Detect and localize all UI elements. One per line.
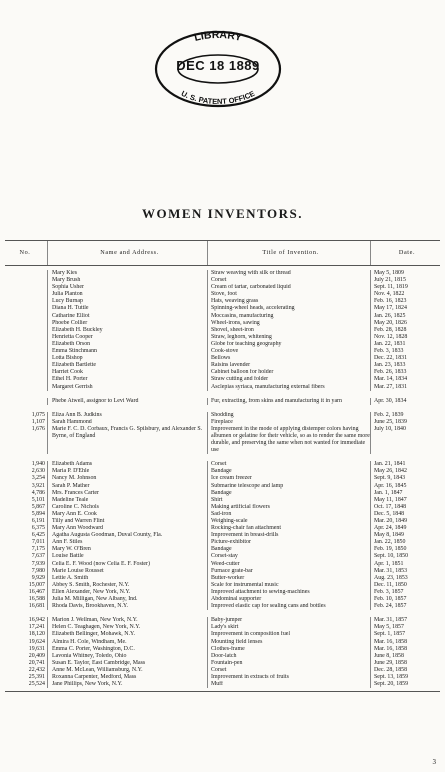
- row-name: Henrietta Cooper: [47, 334, 207, 341]
- row-invention: Butter-worker: [207, 575, 370, 582]
- row-name: Sarah P. Mather: [47, 483, 207, 490]
- row-number: [5, 376, 47, 383]
- row-number: [5, 398, 47, 405]
- row-invention: Fireplace: [207, 419, 370, 426]
- table-row: [5, 483, 440, 490]
- row-number: [5, 270, 47, 277]
- row-number: 5,894: [31, 510, 45, 517]
- row-date: Sept. 9, 1843: [370, 475, 440, 482]
- row-name: Ann F. Stiles: [47, 539, 207, 546]
- row-date: Sept. 11, 1819: [370, 284, 440, 291]
- row-name: Celia E. F. Wood (now Celia E. F. Foster): [47, 561, 207, 568]
- row-date: June 8, 1858: [370, 653, 440, 660]
- row-name: Sophia Usher: [47, 284, 207, 291]
- row-number: 16,942: [28, 617, 45, 624]
- row-name: Mrs. Frances Carter: [47, 490, 207, 497]
- row-number: 2,630: [31, 468, 45, 475]
- table-row: [5, 660, 440, 667]
- row-number: 5,867: [31, 503, 45, 510]
- header-date: Date.: [370, 241, 440, 265]
- library-stamp: [152, 28, 284, 110]
- table-row: [5, 532, 440, 539]
- table-row: [5, 596, 440, 603]
- row-invention: Wheel-irons, sawing: [207, 320, 370, 327]
- table-row: [5, 376, 440, 383]
- row-number: 7,637: [31, 553, 45, 560]
- row-date: May 8, 1849: [370, 532, 440, 539]
- table-row: [5, 518, 440, 525]
- row-number: 18,120: [28, 631, 45, 638]
- row-name: Anne M. McLean, Williamsburg, N.Y.: [47, 667, 207, 674]
- row-date: Feb. 19, 1850: [370, 546, 440, 553]
- table-row: [5, 667, 440, 674]
- row-invention: Improvement in the mode of applying distemper colors having albumen or gelatine for their vehicle, so as to render the same more durable, and preserving the same when not wanted for immediate use: [207, 426, 370, 454]
- row-invention: Bandage: [207, 546, 370, 553]
- row-number: 3,254: [31, 475, 45, 482]
- row-date: Jan. 22, 1831: [370, 341, 440, 348]
- table-row: [5, 617, 440, 624]
- table-row: [5, 653, 440, 660]
- row-invention: Stove, foot: [207, 291, 370, 298]
- table-row: [5, 305, 440, 312]
- row-invention: Corset: [207, 277, 370, 284]
- row-date: Feb. 2, 1839: [370, 412, 440, 419]
- row-name: Almira H. Cole, Windham, Me.: [47, 639, 207, 646]
- row-invention: Cabinet balloon for holder: [207, 369, 370, 376]
- row-date: Dec. 5, 1848: [370, 511, 440, 518]
- row-date: Feb. 26, 1833: [370, 369, 440, 376]
- row-invention: Straw, leghorn, whitening: [207, 334, 370, 341]
- row-number: [5, 298, 47, 305]
- row-name: Lettie A. Smith: [47, 575, 207, 582]
- group-gap: [5, 405, 440, 412]
- row-date: Dec. 22, 1831: [370, 355, 440, 362]
- row-invention: Picture-exhibitor: [207, 539, 370, 546]
- row-date: May 17, 1824: [370, 305, 440, 312]
- row-date: Mar. 16, 1858: [370, 646, 440, 653]
- table-row: [5, 341, 440, 348]
- row-name: Mary Kies: [47, 270, 207, 277]
- row-date: Nov. 12, 1828: [370, 334, 440, 341]
- row-number: 7,011: [31, 539, 45, 546]
- row-number: 6,375: [31, 525, 45, 532]
- row-number: 16,467: [28, 588, 45, 595]
- row-number: [5, 320, 47, 327]
- table-row: [5, 631, 440, 638]
- row-invention: Bellows: [207, 355, 370, 362]
- row-date: Nov. 4, 1822: [370, 291, 440, 298]
- row-name: Maria P. D'Ehle: [47, 468, 207, 475]
- row-invention: Shirt: [207, 497, 370, 504]
- row-invention: Improved elastic cap for sealing cans and bottles: [207, 603, 370, 610]
- table-row: [5, 313, 440, 320]
- row-date: Mar. 16, 1858: [370, 639, 440, 646]
- row-date: May 5, 1857: [370, 624, 440, 631]
- group-gap: [5, 391, 440, 398]
- row-date: July 10, 1840: [370, 426, 440, 454]
- row-invention: Weed-cutter: [207, 561, 370, 568]
- row-name: Marie Louise Rousset: [47, 568, 207, 575]
- row-name: Lucy Burnap: [47, 298, 207, 305]
- row-name: Agatha Augusta Goodman, Duval County, Fla.: [47, 532, 207, 539]
- row-invention: Asclepias syriaca, manufacturing external fibers: [207, 384, 370, 391]
- row-invention: Corset: [207, 667, 370, 674]
- table-row: [5, 646, 440, 653]
- row-name: Margaret Gerrish: [47, 384, 207, 391]
- row-name: Mary W. O'Bren: [47, 546, 207, 553]
- row-invention: Globe for teaching geography: [207, 341, 370, 348]
- row-number: [5, 327, 47, 334]
- row-name: Phebe Atwell, assignor to Levi Ward: [47, 398, 207, 405]
- row-date: May 5, 1809: [370, 270, 440, 277]
- table-row: [5, 284, 440, 291]
- row-number: 3,921: [31, 482, 45, 489]
- table-row: [5, 298, 440, 305]
- row-name: Rhoda Davis, Brookhaven, N.Y.: [47, 603, 207, 610]
- row-date: Feb. 16, 1823: [370, 298, 440, 305]
- row-invention: Rocking-chair fan attachment: [207, 525, 370, 532]
- row-name: Julia Planton: [47, 291, 207, 298]
- table-row: [5, 461, 440, 468]
- row-date: Apr. 1, 1851: [370, 561, 440, 568]
- row-number: 7,175: [31, 546, 45, 553]
- row-number: [5, 334, 47, 341]
- row-number: 1,940: [31, 461, 45, 468]
- row-name: Abbey S. Smith, Rochester, N.Y.: [47, 582, 207, 589]
- row-invention: Improved attachment to sewing-machines: [207, 589, 370, 596]
- row-date: Apr. 30, 1834: [370, 398, 440, 405]
- table-row: [5, 398, 440, 405]
- table-row: [5, 327, 440, 334]
- table-row: [5, 497, 440, 504]
- page-number: 3: [432, 758, 436, 766]
- row-number: 15,007: [28, 581, 45, 588]
- row-number: 19,631: [28, 645, 45, 652]
- table-row: [5, 426, 440, 454]
- table-row: [5, 525, 440, 532]
- table-row: [5, 362, 440, 369]
- row-date: June 29, 1858: [370, 660, 440, 667]
- row-number: 9,929: [31, 574, 45, 581]
- table-row: [5, 546, 440, 553]
- row-date: Feb. 24, 1857: [370, 603, 440, 610]
- row-number: [5, 341, 47, 348]
- row-name: Ellen Alexander, New York, N.Y.: [47, 589, 207, 596]
- row-date: Mar. 31, 1853: [370, 568, 440, 575]
- row-date: Mar. 14, 1834: [370, 376, 440, 383]
- row-name: Marion J. Wellman, New York, N.Y.: [47, 617, 207, 624]
- row-name: Mary Brush: [47, 277, 207, 284]
- table-row: [5, 490, 440, 497]
- header-title: Title of Invention.: [207, 241, 370, 265]
- row-date: Jan. 22, 1850: [370, 539, 440, 546]
- row-invention: Bandage: [207, 468, 370, 475]
- row-name: Mary Ann E. Cook: [47, 511, 207, 518]
- row-name: Diana H. Tuttle: [47, 305, 207, 312]
- row-name: Mary Ann Woodward: [47, 525, 207, 532]
- table-row: [5, 568, 440, 575]
- table-row: [5, 511, 440, 518]
- row-invention: Moccasins, manufacturing: [207, 313, 370, 320]
- row-invention: Lady's skirt: [207, 624, 370, 631]
- row-date: Dec. 28, 1858: [370, 667, 440, 674]
- row-invention: Cook-stove: [207, 348, 370, 355]
- row-number: [5, 355, 47, 362]
- row-name: Nancy M. Johnson: [47, 475, 207, 482]
- row-number: [5, 277, 47, 284]
- table-row: [5, 539, 440, 546]
- row-number: 1,676: [31, 425, 45, 432]
- table-row: [5, 334, 440, 341]
- row-date: May 11, 1847: [370, 497, 440, 504]
- row-number: 1,107: [31, 418, 45, 425]
- svg-text:LIBRARY: [193, 29, 243, 44]
- row-date: May 20, 1826: [370, 320, 440, 327]
- row-name: Louise Battle: [47, 553, 207, 560]
- row-number: 4,786: [31, 489, 45, 496]
- row-number: 6,191: [31, 518, 45, 524]
- row-invention: Door-latch: [207, 653, 370, 660]
- header-no: No.: [19, 249, 31, 256]
- row-invention: Weighing-scale: [207, 518, 370, 525]
- row-date: Sept. 20, 1859: [370, 681, 440, 688]
- group-gap: [5, 610, 440, 617]
- row-name: Catharine Elliot: [47, 313, 207, 320]
- row-number: [5, 384, 47, 391]
- row-date: Jan. 26, 1825: [370, 313, 440, 320]
- row-name: Susan E. Taylor, East Cambridge, Mass: [47, 660, 207, 667]
- row-number: 20,409: [28, 652, 45, 659]
- row-date: Feb. 10, 1857: [370, 596, 440, 603]
- table-row: [5, 603, 440, 610]
- row-date: Oct. 17, 1848: [370, 504, 440, 511]
- row-date: Apr. 24, 1849: [370, 525, 440, 532]
- row-date: Mar. 20, 1849: [370, 518, 440, 525]
- row-name: Tilly and Warren Flint: [47, 518, 207, 525]
- table-row: [5, 674, 440, 681]
- row-name: Roxanna Carpenter, Medford, Mass: [47, 674, 207, 681]
- row-date: Feb. 28, 1828: [370, 327, 440, 334]
- stamp-bottom-text: U. S. PATENT OFFICE: [179, 88, 257, 107]
- row-number: 17,241: [28, 624, 45, 631]
- row-name: Harriet Cook: [47, 369, 207, 376]
- row-date: Mar. 31, 1857: [370, 617, 440, 624]
- table-row: [5, 270, 440, 277]
- row-invention: Straw weaving with silk or thread: [207, 270, 370, 277]
- table-row: [5, 384, 440, 391]
- row-date: Jan. 1, 1847: [370, 490, 440, 497]
- table-row: [5, 624, 440, 631]
- row-date: Dec. 11, 1850: [370, 582, 440, 589]
- table-row: [5, 582, 440, 589]
- row-name: Sarah Hammond: [47, 419, 207, 426]
- row-invention: Fountain-pen: [207, 660, 370, 667]
- row-number: 19,624: [28, 638, 45, 645]
- row-invention: Straw cutting and folder: [207, 376, 370, 383]
- row-name: Julia M. Milligan, New Albany, Ind.: [47, 596, 207, 603]
- row-date: Aug. 23, 1853: [370, 575, 440, 582]
- table-row: [5, 553, 440, 560]
- row-number: [5, 348, 47, 355]
- row-invention: Corset: [207, 461, 370, 468]
- row-invention: Muff: [207, 681, 370, 688]
- row-number: 5,101: [31, 496, 45, 503]
- row-date: Sept. 13, 1859: [370, 674, 440, 681]
- row-date: Sept. 1, 1857: [370, 631, 440, 638]
- row-name: Elizabeth Adams: [47, 461, 207, 468]
- row-name: Ethel H. Porter: [47, 376, 207, 383]
- row-date: July 21, 1815: [370, 277, 440, 284]
- row-number: 7,980: [31, 567, 45, 574]
- row-invention: Baby-jumper: [207, 617, 370, 624]
- row-invention: Spinning-wheel heads, accelerating: [207, 305, 370, 312]
- table-row: [5, 320, 440, 327]
- page-title: WOMEN INVENTORS.: [141, 206, 303, 221]
- row-invention: Clothes-frame: [207, 646, 370, 653]
- row-number: 1,075: [31, 411, 45, 418]
- table-row: [5, 589, 440, 596]
- row-invention: Bandage: [207, 490, 370, 497]
- row-date: Mar. 27, 1831: [370, 384, 440, 391]
- row-date: May 26, 1842: [370, 468, 440, 475]
- row-name: Phoebe Collier: [47, 320, 207, 327]
- row-invention: Hats, weaving grass: [207, 298, 370, 305]
- row-number: [5, 369, 47, 376]
- table-row: [5, 277, 440, 284]
- table-row: [5, 681, 440, 688]
- row-date: Jan. 23, 1833: [370, 362, 440, 369]
- row-number: [5, 291, 47, 298]
- row-name: Helen C. Teaghagen, New York, N.Y.: [47, 624, 207, 631]
- table-body: [5, 266, 440, 691]
- row-number: 16,681: [28, 603, 45, 610]
- row-name: Elizabeth Bellinger, Mohawk, N.Y.: [47, 631, 207, 638]
- table-header: [5, 241, 440, 266]
- row-invention: Abdominal supporter: [207, 596, 370, 603]
- row-number: 25,524: [28, 681, 45, 688]
- row-invention: Ice cream freezer: [207, 475, 370, 482]
- row-invention: Corset-stay: [207, 553, 370, 560]
- row-invention: Cream of tartar, carbonated liquid: [207, 284, 370, 291]
- row-number: [5, 362, 47, 369]
- table-row: [5, 575, 440, 582]
- row-invention: Fur, extracting, from skins and manufacturing it in yarn: [207, 398, 370, 405]
- table-row: [5, 475, 440, 482]
- table-row: [5, 369, 440, 376]
- row-name: Lotta Bishop: [47, 355, 207, 362]
- row-invention: Submarine telescope and lamp: [207, 483, 370, 490]
- table-row: [5, 561, 440, 568]
- row-number: [5, 313, 47, 320]
- group-gap: [5, 454, 440, 461]
- row-name: Emma C. Porter, Washington, D.C.: [47, 646, 207, 653]
- table-row: [5, 639, 440, 646]
- row-name: Elizabeth H. Buckley: [47, 327, 207, 334]
- row-date: Feb. 3, 1833: [370, 348, 440, 355]
- row-name: Caroline C. Nichols: [47, 504, 207, 511]
- row-invention: Improvement in composition fuel: [207, 631, 370, 638]
- row-invention: Shovel, sheet-iron: [207, 327, 370, 334]
- row-name: Lavonia Whitney, Toledo, Ohio: [47, 653, 207, 660]
- row-invention: Furnace grate-bar: [207, 568, 370, 575]
- row-invention: Improvement in breast-drills: [207, 532, 370, 539]
- row-name: Emma Stinchmann: [47, 348, 207, 355]
- table-row: [5, 412, 440, 419]
- row-number: 22,432: [28, 666, 45, 673]
- row-name: Marie F. C. D. Corbaux, Francis G. Spilsbury, and Alexander S. Byrne, of England: [47, 426, 207, 454]
- row-date: June 25, 1839: [370, 419, 440, 426]
- table-row: [5, 468, 440, 475]
- row-name: Elizabeth Orson: [47, 341, 207, 348]
- row-number: [5, 284, 47, 291]
- row-invention: Raisins lavender: [207, 362, 370, 369]
- row-invention: Shodding: [207, 412, 370, 419]
- row-number: [5, 305, 47, 312]
- row-number: 16,588: [28, 596, 45, 603]
- row-number: 7,939: [31, 560, 45, 567]
- row-number: 6,425: [31, 532, 45, 539]
- header-name: Name and Address.: [47, 241, 207, 265]
- row-invention: Improvement in extracts of fruits: [207, 674, 370, 681]
- table-row: [5, 355, 440, 362]
- table-row: [5, 348, 440, 355]
- row-number: 20,741: [28, 659, 45, 666]
- row-name: Jane Phillips, New York, N.Y.: [47, 681, 207, 688]
- table-row: [5, 291, 440, 298]
- row-invention: Mounting field lenses: [207, 639, 370, 646]
- table-row: [5, 419, 440, 426]
- row-date: Apr. 16, 1845: [370, 483, 440, 490]
- row-invention: Scale for instrumental music: [207, 582, 370, 589]
- inventors-table: [5, 240, 440, 692]
- row-name: Madeline Teale: [47, 497, 207, 504]
- row-invention: Sad-iron: [207, 511, 370, 518]
- row-name: Elizabeth Bartlette: [47, 362, 207, 369]
- row-name: Eliza Ann B. Judkins: [47, 412, 207, 419]
- row-invention: Making artificial flowers: [207, 504, 370, 511]
- stamp-top-text: LIBRARY: [192, 28, 244, 44]
- row-date: Feb. 3, 1857: [370, 589, 440, 596]
- table-row: [5, 504, 440, 511]
- row-date: Jan. 21, 1841: [370, 461, 440, 468]
- row-date: Sept. 10, 1850: [370, 553, 440, 560]
- stamp-date: DEC 18 1889: [176, 58, 260, 73]
- row-number: 25,391: [28, 673, 45, 680]
